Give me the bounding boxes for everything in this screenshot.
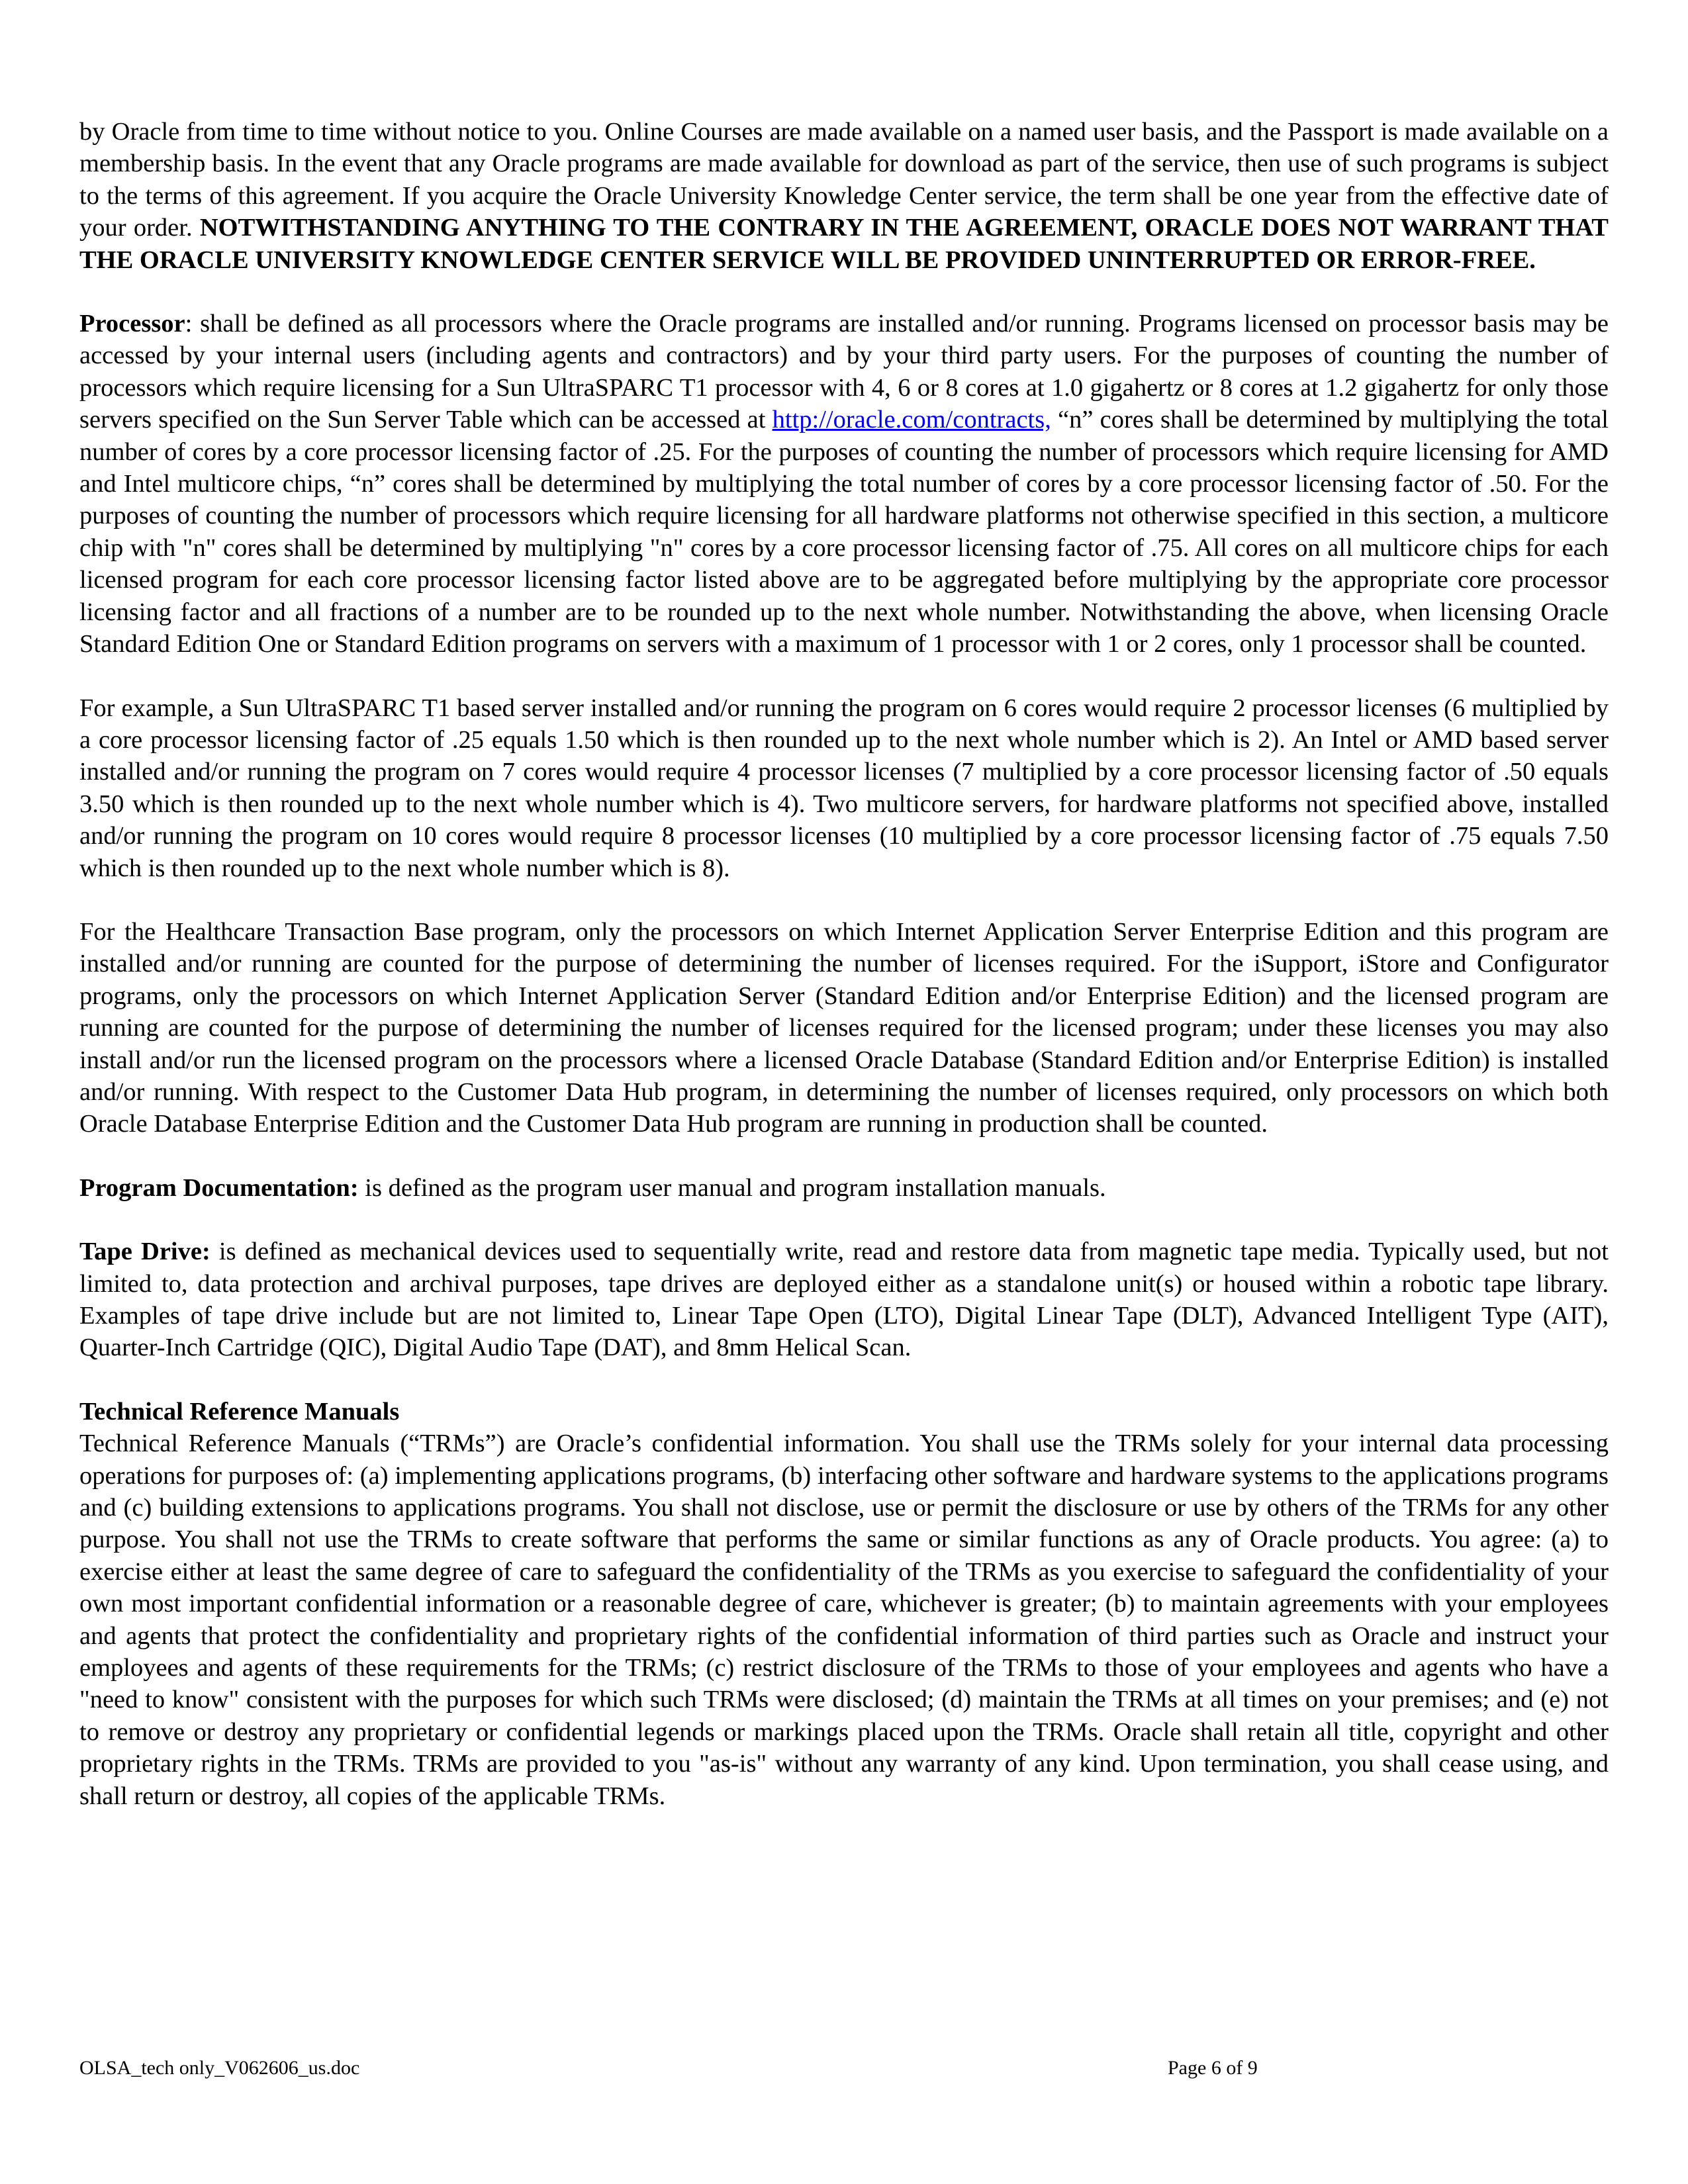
program-documentation-text: is defined as the program user manual and program installation manuals. bbox=[358, 1173, 1106, 1202]
trm-heading: Technical Reference Manuals bbox=[79, 1397, 400, 1426]
tape-drive-text: is defined as mechanical devices used to sequentially write, read and restore data from magnetic tape media. Typically used, but not limited to, data protection and archival purposes, tape drives are deployed either as a standalone unit(s) or housed within a robotic tape library. Examples of tape drive include but are not limited to, Linear Tape Open (LTO), Digital Linear Tape (DLT), Advanced Intelligent Type (AIT), Quarter-Inch Cartridge (QIC), Digital Audio Tape (DAT), and 8mm Helical Scan. bbox=[79, 1238, 1609, 1362]
page-footer bbox=[79, 2057, 1609, 2083]
trm-text: Technical Reference Manuals (“TRMs”) are Oracle’s confidential information. You shall use the TRMs solely for your internal data processing operations for purposes of: (a) implementing applications programs, (b) interfacing other software and hardware systems to the applications programs and (c) building extensions to applications programs. You shall not disclose, use or permit the disclosure or use by others of the TRMs for any other purpose. You shall not use the TRMs to create software that performs the same or similar functions as any of Oracle products. You agree: (a) to exercise either at least the same degree of care to safeguard the confidentiality of the TRMs as you exercise to safeguard the confidentiality of your own most important confidential information or a reasonable degree of care, whichever is greater; (b) to maintain agreements with your employees and agents that protect the confidentiality and proprietary rights of the confidential information of third parties such as Oracle and instruct your employees and agents of these requirements for the TRMs; (c) restrict disclosure of the TRMs to those of your employees and agents who have a "need to know" consistent with the purposes for which such TRMs were disclosed; (d) maintain the TRMs at all times on your premises; and (e) not to remove or destroy any proprietary or confidential legends or markings placed upon the TRMs. Oracle shall retain all title, copyright and other proprietary rights in the TRMs. TRMs are provided to you "as-is" without any warranty of any kind. Upon termination, you shall cease using, and shall return or destroy, all copies of the applicable TRMs. bbox=[79, 1430, 1609, 1810]
program-documentation-term: Program Documentation: bbox=[79, 1173, 359, 1202]
healthcare-paragraph: For the Healthcare Transaction Base program, only the processors on which Internet Application Server Enterprise Edition and this program are installed and/or running are counted for the purpose of determining the number of licenses required. For the iSupport, iStore and Configurator programs, only the processors on which Internet Application Server (Standard Edition and/or Enterprise Edition) and the licensed program are running are counted for the purpose of determining the number of licenses required for the licensed program; under these licenses you may also install and/or run the licensed program on the processors where a licensed Oracle Database (Standard Edition and/or Enterprise Edition) is installed and/or running. With respect to the Customer Data Hub program, in determining the number of licenses required, only processors on which both Oracle Database Enterprise Edition and the Customer Data Hub program are running in production shall be counted. bbox=[79, 917, 1609, 1138]
footer-page-number: Page 6 of 9 bbox=[1168, 2057, 1258, 2079]
intro-text: by Oracle from time to time without notice to you. Online Courses are made available on a named user basis, and the Passport is made available on a membership basis. In the event that any Oracle programs are made available for download as part of the service, then use of such programs is subject to the terms of this agreement. If you acquire the Oracle University Knowledge Center service, the term shall be one year from the effective date of your order. bbox=[79, 118, 1609, 242]
contracts-link[interactable]: http://oracle.com/contracts, bbox=[772, 406, 1051, 434]
example-paragraph: For example, a Sun UltraSPARC T1 based server installed and/or running the program on 6 cores would require 2 processor licenses (6 multiplied by a core processor licensing factor of .25 equals 1.50 which is then rounded up to the next whole number which is 2). An Intel or AMD based server installed and/or running the program on 7 cores would require 4 processor licenses (7 multiplied by a core processor licensing factor of .50 equals 3.50 which is then rounded up to the next whole number which is 4). Two multicore servers, for hardware platforms not specified above, installed and/or running the program on 10 cores would require 8 processor licenses (10 multiplied by a core processor licensing factor of .75 equals 7.50 which is then rounded up to the next whole number which is 8). bbox=[79, 694, 1609, 882]
program-documentation-paragraph bbox=[79, 1172, 1609, 1204]
processor-text-1: : shall be defined as all processors where the Oracle programs are installed and/or running. Programs licensed on processor basis may be accessed by your internal users (including agents and contractors) and by your third party users. For the purposes of counting the number of processors which require licensing for a Sun UltraSPARC T1 processor with 4, 6 or 8 cores at 1.0 gigahertz or 8 cores at 1.2 gigahertz for only those servers specified on the Sun Server Table which can be accessed at bbox=[79, 310, 1609, 434]
trm-section bbox=[79, 1396, 1609, 1812]
footer-filename: OLSA_tech only_V062606_us.doc bbox=[79, 2057, 360, 2079]
tape-drive-term: Tape Drive: bbox=[79, 1238, 211, 1266]
document-body bbox=[79, 116, 1609, 1844]
intro-paragraph bbox=[79, 116, 1609, 276]
processor-text-2: “n” cores shall be determined by multiplying the total number of cores by a core processor licensing factor of .25. For the purposes of counting the number of processors which require licensing for AMD and Intel multicore chips, “n” cores shall be determined by multiplying the total number of cores by a core processor licensing factor of .50. For the purposes of counting the number of processors which require licensing for all hardware platforms not otherwise specified in this section, a multicore chip with "n" cores shall be determined by multiplying "n" cores by a core processor licensing factor of .75. All cores on all multicore chips for each licensed program for each core processor licensing factor listed above are to be aggregated before multiplying by the appropriate core processor licensing factor and all fractions of a number are to be rounded up to the next whole number. Notwithstanding the above, when licensing Oracle Standard Edition One or Standard Edition programs on servers with a maximum of 1 processor with 1 or 2 cores, only 1 processor shall be counted. bbox=[79, 406, 1609, 659]
tape-drive-paragraph bbox=[79, 1236, 1609, 1364]
processor-paragraph bbox=[79, 308, 1609, 660]
warranty-disclaimer: NOTWITHSTANDING ANYTHING TO THE CONTRARY IN THE AGREEMENT, ORACLE DOES NOT WARRANT THAT THE ORACLE UNIVERSITY KNOWLEDGE CENTER SERVICE WILL BE PROVIDED UNINTERRUPTED OR ERROR-FREE. bbox=[79, 214, 1609, 274]
processor-term: Processor bbox=[79, 310, 185, 338]
